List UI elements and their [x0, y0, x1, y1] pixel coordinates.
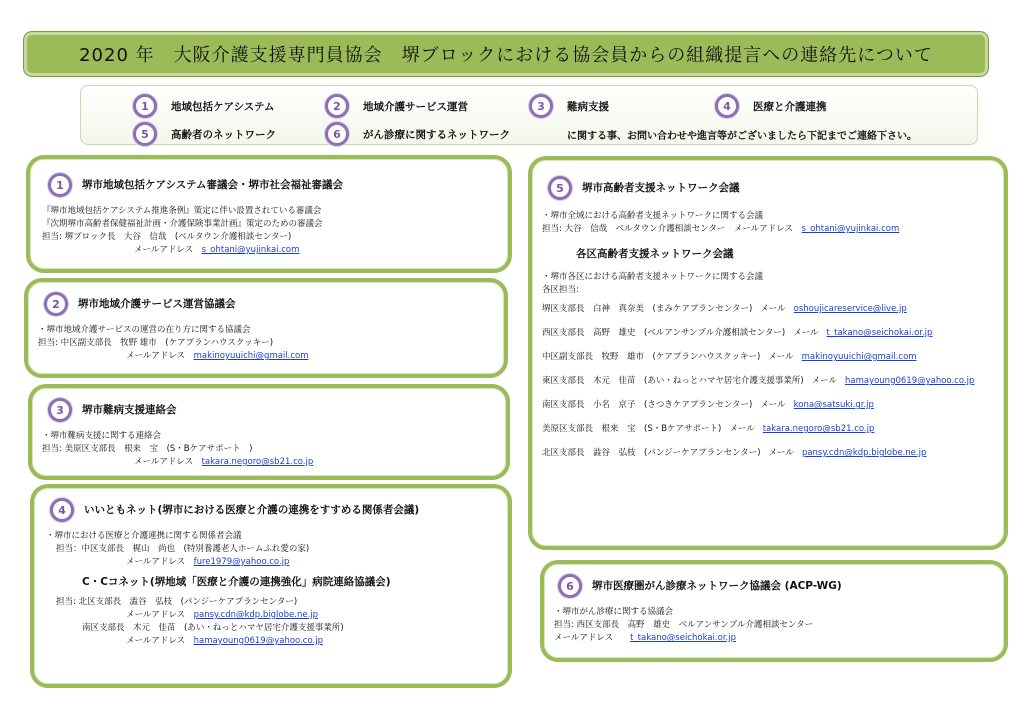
email-label: メールアドレス — [134, 245, 194, 255]
email-link[interactable]: makinoyuuichi@gmail.com — [193, 351, 309, 361]
number-4-icon: 4 — [50, 498, 74, 522]
box-line: 担当: 美原区支部長 根来 宝 (S・Bケアサポート ) — [42, 444, 253, 454]
box-line: ・堺市難病支援に関する連絡会 — [42, 431, 162, 441]
contact-box-2 — [24, 278, 508, 378]
number-5-icon: 5 — [548, 176, 572, 200]
contact-box-5 — [528, 156, 1008, 550]
contact-person: 西区支部長 高野 雄史 (ベルアンサンブル介護相談センター) — [542, 328, 786, 338]
box-line: 『次期堺市高齢者保健福祉計画・介護保険事業計画』策定のための審議会 — [42, 219, 323, 229]
number-6-icon: 6 — [325, 122, 349, 146]
page-title-text: 2020 年 大阪介護支援専門員協会 堺ブロックにおける協会員からの組織提言への連絡先について — [79, 45, 933, 66]
contact-person: 堺区支部長 白神 真奈美 (まみケアプランセンター) — [542, 304, 753, 314]
legend-item-3 — [529, 94, 609, 118]
list-item — [542, 423, 994, 447]
box-line: ・堺市における医療と介護連携に関する関係者会議 — [46, 531, 242, 541]
email-label: メールアドレス — [126, 610, 186, 620]
number-3-icon: 3 — [529, 94, 553, 118]
email-link[interactable]: takara.negoro@sb21.co.jp — [762, 424, 875, 434]
email-row — [46, 609, 496, 622]
legend-item-4 — [715, 94, 827, 118]
list-item — [542, 303, 994, 327]
email-label: メール — [760, 304, 786, 314]
box-line: 担当: 西区支部長 高野 雄史 ベルアンサンブル介護相談センター — [554, 620, 814, 630]
email-label: メール — [793, 328, 819, 338]
box-line: ・堺市全域における高齢者支援ネットワークに関する会議 — [542, 211, 764, 221]
email-row — [46, 556, 496, 569]
contact-person: 南区支部長 小名 京子 (さつきケアプランセンター) — [542, 400, 753, 410]
box-line: 担当: 堺ブロック長 大谷 信哉 (ベルタウン介護相談センター) — [42, 232, 292, 242]
email-link[interactable]: pansy.cdn@kdp.biglobe.ne.jp — [193, 610, 319, 620]
legend-label: 難病支援 — [567, 100, 609, 113]
email-row — [46, 635, 496, 648]
box-heading — [44, 292, 494, 316]
box-heading — [48, 173, 496, 197]
contact-box-1 — [26, 155, 512, 273]
email-link[interactable]: oshoujicareservice@live.jp — [793, 304, 907, 314]
legend-item-6 — [325, 122, 510, 146]
district-contact-list — [542, 303, 994, 471]
box-line: ・堺市がん診療に関する協議会 — [554, 607, 674, 617]
list-item — [542, 375, 994, 399]
topic-legend — [80, 85, 978, 145]
box-line: 『堺市地域包括ケアシステム推進条例』策定に伴い設置されている審議会 — [42, 206, 322, 216]
email-link[interactable]: pansy.cdn@kdp.biglobe.ne.jp — [801, 448, 927, 458]
legend-label: 地域介護サービス運営 — [363, 100, 468, 113]
legend-label: 高齢者のネットワーク — [171, 128, 276, 141]
email-row — [38, 350, 494, 363]
email-row — [42, 456, 496, 469]
email-link[interactable]: fure1979@yahoo.co.jp — [193, 557, 290, 567]
contact-box-4 — [30, 484, 512, 688]
page-title — [24, 32, 988, 76]
box-heading-text: 堺市高齢者支援ネットワーク会議 — [582, 181, 740, 194]
number-5-icon: 5 — [133, 122, 157, 146]
sub-heading: 各区高齢者支援ネットワーク会議 — [576, 248, 734, 260]
box-heading-text: 堺市医療圏がん診療ネットワーク協議会 (ACP-WG) — [592, 579, 842, 592]
email-link[interactable]: s_ohtani@yujinkai.com — [801, 224, 900, 234]
email-label: メール — [768, 448, 794, 458]
legend-note: に関する事、お問い合わせや進言等がございましたら下記までご連絡下さい。 — [567, 131, 917, 142]
box-line: 担当: 北区支部長 澁谷 弘枝 (パンジーケアプランセンター) — [56, 597, 298, 607]
legend-item-2 — [325, 94, 468, 118]
box-line: 担当: 大谷 信哉 ベルタウン介護相談センター メールアドレス — [542, 224, 793, 234]
number-3-icon: 3 — [48, 398, 72, 422]
email-label: メールアドレス — [134, 457, 194, 467]
email-row — [554, 632, 994, 645]
email-link[interactable]: t_takano@seichokai.or.jp — [826, 328, 933, 338]
list-item — [542, 351, 994, 375]
box-line: 南区支部長 木元 佳苗 (あい・ねっとハマヤ居宅介護支援事業所) — [82, 623, 344, 633]
email-link[interactable]: makinoyuuichi@gmail.com — [801, 352, 917, 362]
box-heading-text: 堺市地域介護サービス運営協議会 — [78, 297, 236, 310]
legend-label: がん診療に関するネットワーク — [363, 128, 510, 141]
email-label: メールアドレス — [554, 633, 614, 643]
box-heading — [48, 398, 496, 422]
email-link[interactable]: s_ohtani@yujinkai.com — [201, 245, 300, 255]
box-line: 担当: 中区副支部長 牧野 雄市 (ケアプランハウスクッキー) — [38, 338, 274, 348]
email-row — [542, 223, 994, 236]
number-2-icon: 2 — [44, 292, 68, 316]
email-label: メール — [811, 376, 837, 386]
contact-person: 中区副支部長 牧野 雄市 (ケアプランハウスクッキー) — [542, 352, 761, 362]
box-heading-text: いいともネット(堺市における医療と介護の連携をすすめる関係者会議) — [84, 503, 420, 516]
email-link[interactable]: kona@satsuki.gr.jp — [793, 400, 874, 410]
number-6-icon: 6 — [558, 574, 582, 598]
box-line: ・堺市各区における高齢者支援ネットワークに関する会議 — [542, 272, 764, 282]
box-line: ・堺市地域介護サービスの運営の在り方に関する協議会 — [38, 325, 251, 335]
box-heading — [558, 574, 994, 598]
box-heading-text: 堺市難病支援連絡会 — [82, 403, 177, 416]
list-item — [542, 399, 994, 423]
legend-label: 医療と介護連携 — [753, 100, 827, 113]
box-heading-text: 堺市地域包括ケアシステム審議会・堺市社会福祉審議会 — [82, 178, 344, 191]
contact-person: 美原区支部長 根来 宝 (S・Bケアサポート) — [542, 424, 722, 434]
legend-item-1 — [133, 94, 275, 118]
email-row — [42, 244, 496, 257]
legend-item-5 — [133, 122, 276, 146]
email-link[interactable]: hamayoung0619@yahoo.co.jp — [844, 376, 975, 386]
email-label: メールアドレス — [126, 636, 186, 646]
box-line: 担当：中区支部長 梶山 尚也 (特別養護老人ホームふれ愛の家) — [56, 544, 310, 554]
legend-label: 地域包括ケアシステム — [171, 100, 275, 113]
box-heading — [50, 498, 496, 522]
email-label: メール — [729, 424, 755, 434]
contact-box-6 — [540, 560, 1008, 662]
number-2-icon: 2 — [325, 94, 349, 118]
email-label: メールアドレス — [126, 351, 186, 361]
email-label: メール — [768, 352, 794, 362]
number-1-icon: 1 — [133, 94, 157, 118]
email-label: メールアドレス — [126, 557, 186, 567]
number-1-icon: 1 — [48, 173, 72, 197]
contact-box-3 — [28, 384, 510, 480]
box-line: 各区担当: — [542, 285, 579, 295]
email-link[interactable]: hamayoung0619@yahoo.co.jp — [193, 636, 323, 646]
box-heading — [548, 176, 994, 200]
number-4-icon: 4 — [715, 94, 739, 118]
email-link[interactable]: t_takano@seichokai.or.jp — [630, 633, 736, 643]
contact-person: 北区支部長 澁谷 弘枝 (パンジーケアプランセンター) — [542, 448, 761, 458]
email-label: メール — [760, 400, 786, 410]
list-item — [542, 327, 994, 351]
list-item — [542, 447, 994, 471]
email-link[interactable]: takara.negoro@sb21.co.jp — [201, 457, 314, 467]
sub-heading: C・Cコネット(堺地域「医療と介護の連携強化」病院連絡協議会) — [82, 576, 391, 588]
contact-person: 東区支部長 木元 佳苗 (あい・ねっとハマヤ居宅介護支援事業所) — [542, 376, 804, 386]
